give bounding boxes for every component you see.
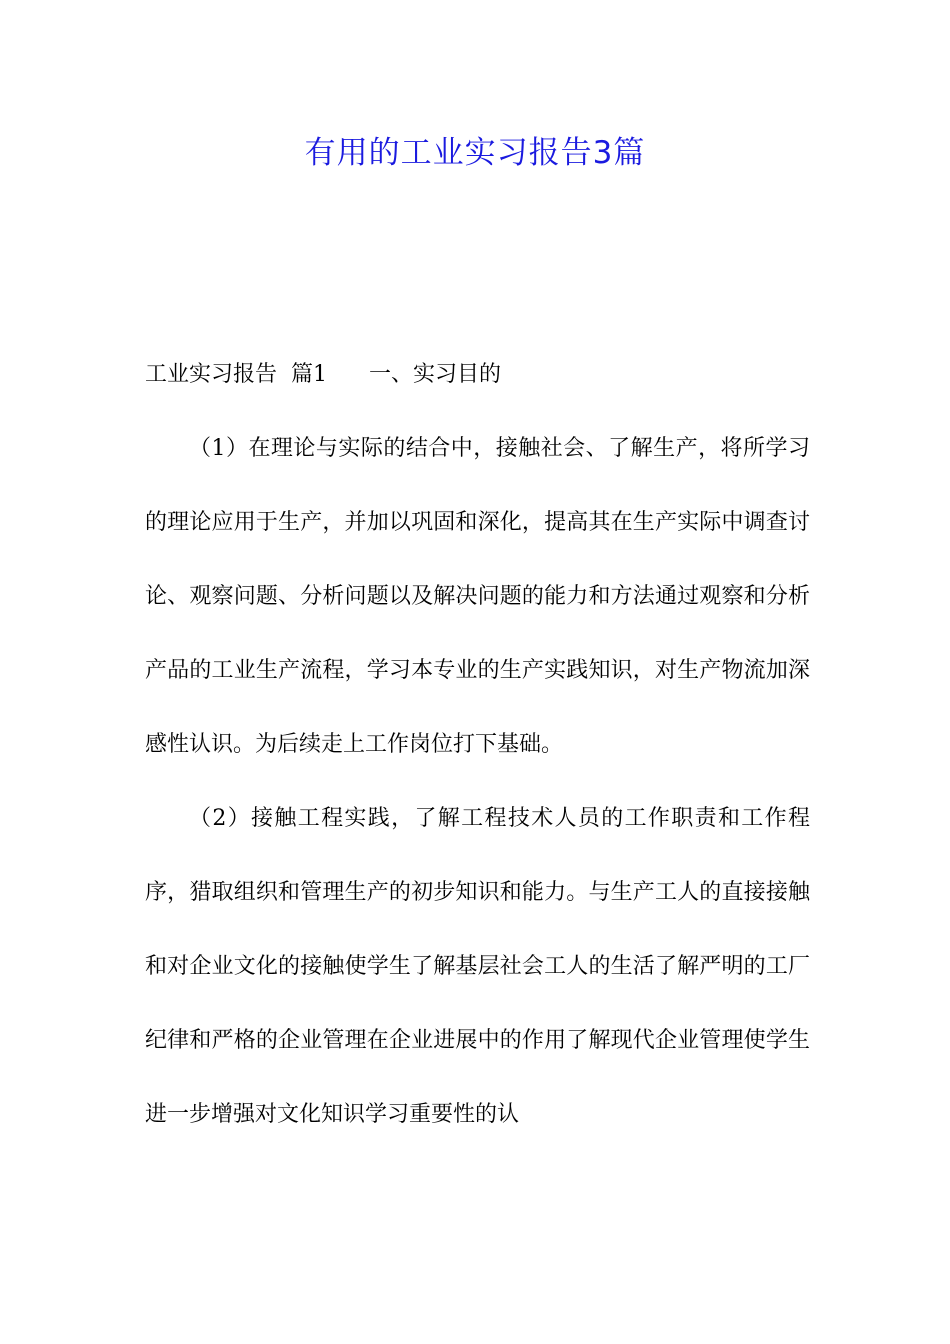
- paragraph-1: （1）在理论与实际的结合中，接触社会、了解生产，将所学习的理论应用于生产，并加以巩固和深化，提高其在生产实际中调查讨论、观察问题、分析问题以及解决问题的能力和方法通过观察和分析产品的工业生产流程，学习本专业的生产实践知识，对生产物流加深感性认识。为后续走上工作岗位打下基础。: [145, 436, 810, 757]
- paragraph-2: （2）接触工程实践，了解工程技术人员的工作职责和工作程序，猎取组织和管理生产的初步知识和能力。与生产工人的直接接触和对企业文化的接触使学生了解基层社会工人的生活了解严明的工厂纪律和严格的企业管理在企业进展中的作用了解现代企业管理使学生进一步增强对文化知识学习重要性的认: [145, 806, 810, 1127]
- document-body: [145, 338, 810, 1152]
- document-title: 有用的工业实习报告3篇: [304, 135, 646, 171]
- section-heading: 工业实习报告 篇1 一、实习目的: [145, 362, 501, 387]
